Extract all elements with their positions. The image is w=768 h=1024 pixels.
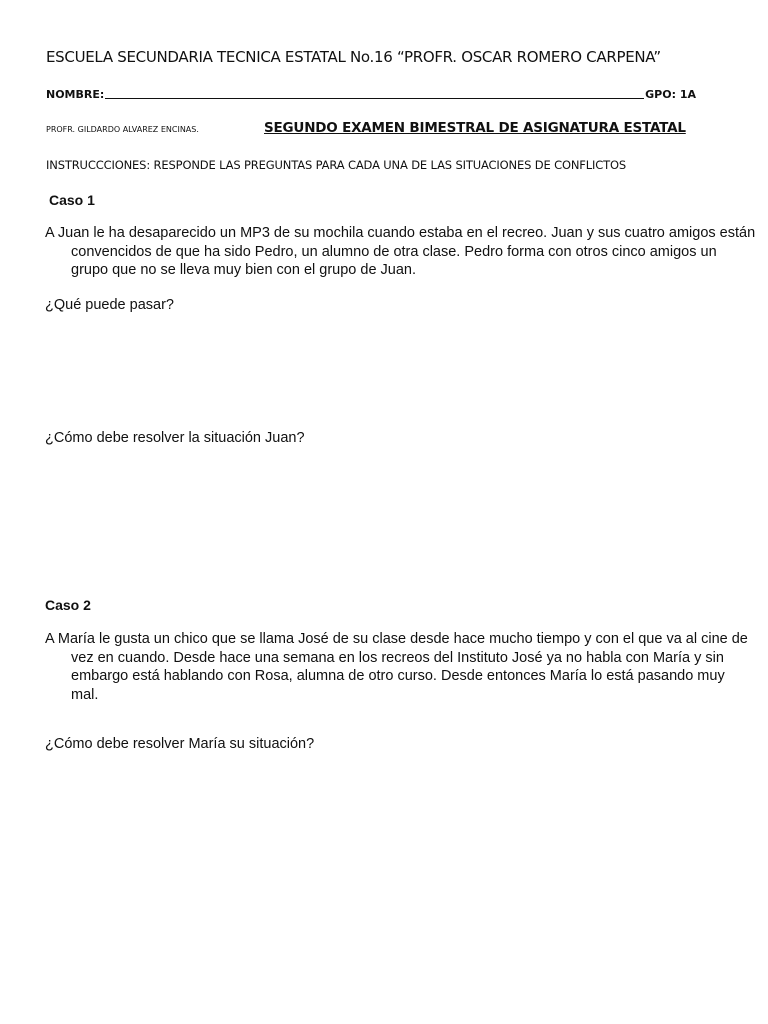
group-label: GPO: 1A — [645, 88, 696, 101]
exam-title: SEGUNDO EXAMEN BIMESTRAL DE ASIGNATURA ESTATAL — [264, 120, 686, 136]
case-2-text: A María le gusta un chico que se llama José de su clase desde hace mucho tiempo y con el que va al cine de vez en cuando. Desde hace una semana en los recreos del Instituto José ya no habla con María y sin embargo está hablando con Rosa, alumna de otro curso. Desde entonces María lo está pasando muy mal. — [45, 631, 748, 703]
case-1-title: Caso 1 — [49, 192, 95, 208]
name-blank-line — [105, 87, 644, 99]
case-1-question-1: ¿Qué puede pasar? — [45, 297, 174, 313]
case-1-question-2: ¿Cómo debe resolver la situación Juan? — [45, 430, 305, 446]
case-2-question-1: ¿Cómo debe resolver María su situación? — [45, 736, 315, 752]
teacher-name: PROFR. GILDARDO ALVAREZ ENCINAS. — [46, 125, 199, 134]
case-1-text: A Juan le ha desaparecido un MP3 de su mochila cuando estaba en el recreo. Juan y sus cuatro amigos están convencidos de que ha sido Pedro, un alumno de otra clase. Pedro forma con otros cinco amigos un grupo que no se lleva muy bien con el grupo de Juan. — [45, 225, 756, 278]
case-2-title: Caso 2 — [45, 597, 91, 613]
name-row — [46, 87, 696, 101]
instructions: INSTRUCCCIONES: RESPONDE LAS PREGUNTAS PARA CADA UNA DE LAS SITUACIONES DE CONFLICTOS — [46, 158, 627, 172]
name-label: NOMBRE: — [46, 88, 105, 101]
school-name: ESCUELA SECUNDARIA TECNICA ESTATAL No.16 “PROFR. OSCAR ROMERO CARPENA” — [46, 48, 661, 66]
